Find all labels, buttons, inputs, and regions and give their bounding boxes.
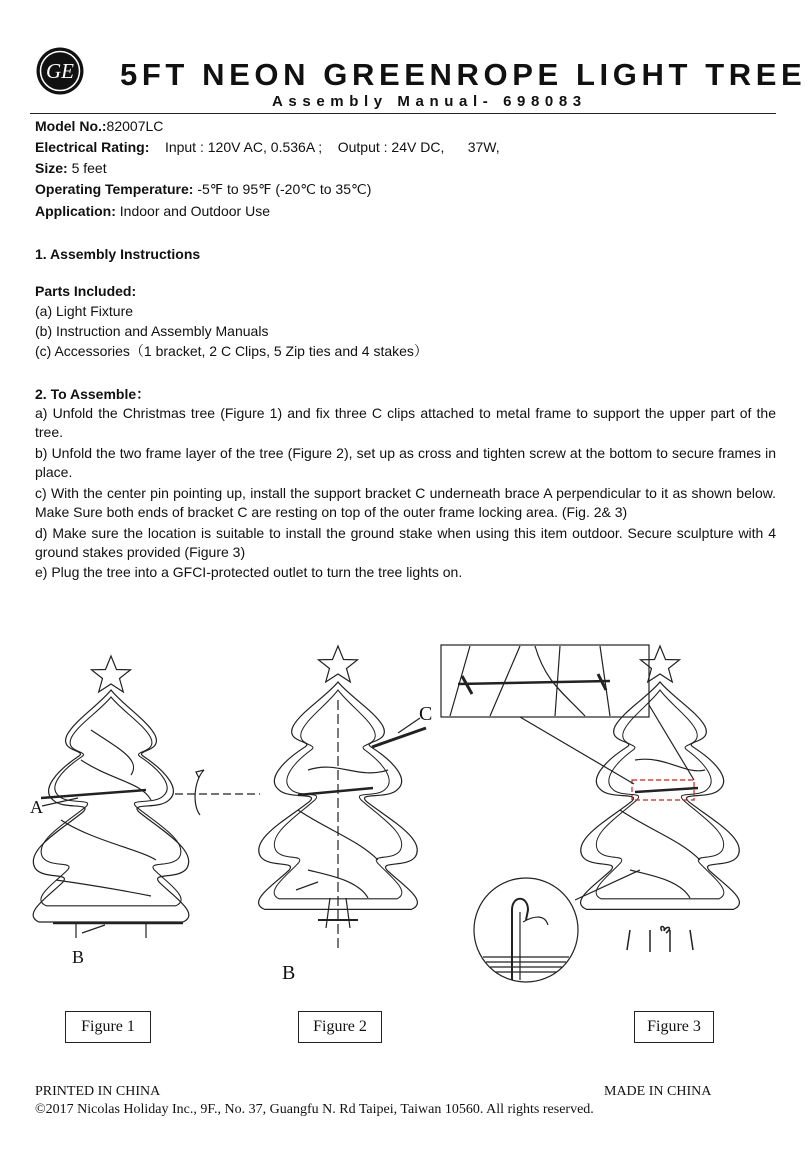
part-item: (b) Instruction and Assembly Manuals bbox=[35, 323, 269, 339]
copyright: ©2017 Nicolas Holiday Inc., 9F., No. 37, Guangfu N. Rd Taipei, Taiwan 10560. All rights reserved. bbox=[35, 1102, 594, 1117]
step-e: e) Plug the tree into a GFCI-protected outlet to turn the tree lights on. bbox=[35, 564, 463, 580]
spec-application: Application: Indoor and Outdoor Use bbox=[35, 203, 270, 219]
page-subtitle: Assembly Manual- 698083 bbox=[272, 93, 587, 110]
ground-detail bbox=[483, 899, 569, 980]
rotation-arrow-icon bbox=[175, 770, 260, 815]
page-title: 5FT NEON GREENROPE LIGHT TREE bbox=[120, 57, 807, 92]
made-in: MADE IN CHINA bbox=[604, 1084, 712, 1099]
section-assembly-instructions: 1. Assembly Instructions bbox=[35, 246, 201, 262]
figure-2-label: Figure 2 bbox=[298, 1011, 382, 1043]
zoom-inset bbox=[441, 645, 649, 717]
figure-1-label: Figure 1 bbox=[65, 1011, 151, 1043]
parts-heading: Parts Included: bbox=[35, 283, 137, 299]
part-item: (a) Light Fixture bbox=[35, 303, 134, 319]
spec-model: Model No.:82007LC bbox=[35, 118, 164, 134]
spec-size: Size: 5 feet bbox=[35, 160, 107, 176]
step-b: b) Unfold the two frame layer of the tree (Figure 2), set up as cross and tighten screw at the bottom to secure frames in place. bbox=[35, 445, 776, 480]
callout-b-fig1: B bbox=[72, 947, 85, 967]
figure-2-tree bbox=[259, 646, 418, 950]
callout-c: C bbox=[419, 703, 433, 725]
callout-b-fig2: B bbox=[282, 962, 296, 984]
figure-3-tree bbox=[581, 646, 740, 952]
callout-a: A bbox=[30, 797, 43, 817]
figure-1-tree bbox=[33, 656, 189, 938]
part-item: (c) Accessories（1 bracket, 2 C Clips, 5 Zip ties and 4 stakes） bbox=[35, 343, 428, 359]
figure-3-label: Figure 3 bbox=[634, 1011, 714, 1043]
spec-temperature: Operating Temperature: -5℉ to 95℉ (-20℃ to 35℃) bbox=[35, 181, 372, 197]
step-d: d) Make sure the location is suitable to install the ground stake when using this item outdoor. Secure sculpture with 4 ground stakes provided (Figure 3) bbox=[35, 525, 776, 560]
step-a: a) Unfold the Christmas tree (Figure 1) and fix three C clips attached to metal frame to support the upper part of the tree. bbox=[35, 405, 776, 440]
ge-logo-text: GE bbox=[46, 59, 74, 83]
spec-electrical: Electrical Rating: Input : 120V AC, 0.536A ; Output : 24V DC, 37W, bbox=[35, 139, 500, 155]
section-to-assemble: 2. To Assemble： bbox=[35, 386, 151, 402]
step-c: c) With the center pin pointing up, install the support bracket C underneath brace A perpendicular to it as shown below. Make Sure both ends of bracket C are resting on top of the outer frame locking area. (Fig. 2& 3) bbox=[35, 485, 776, 520]
printed-in: PRINTED IN CHINA bbox=[35, 1084, 161, 1099]
